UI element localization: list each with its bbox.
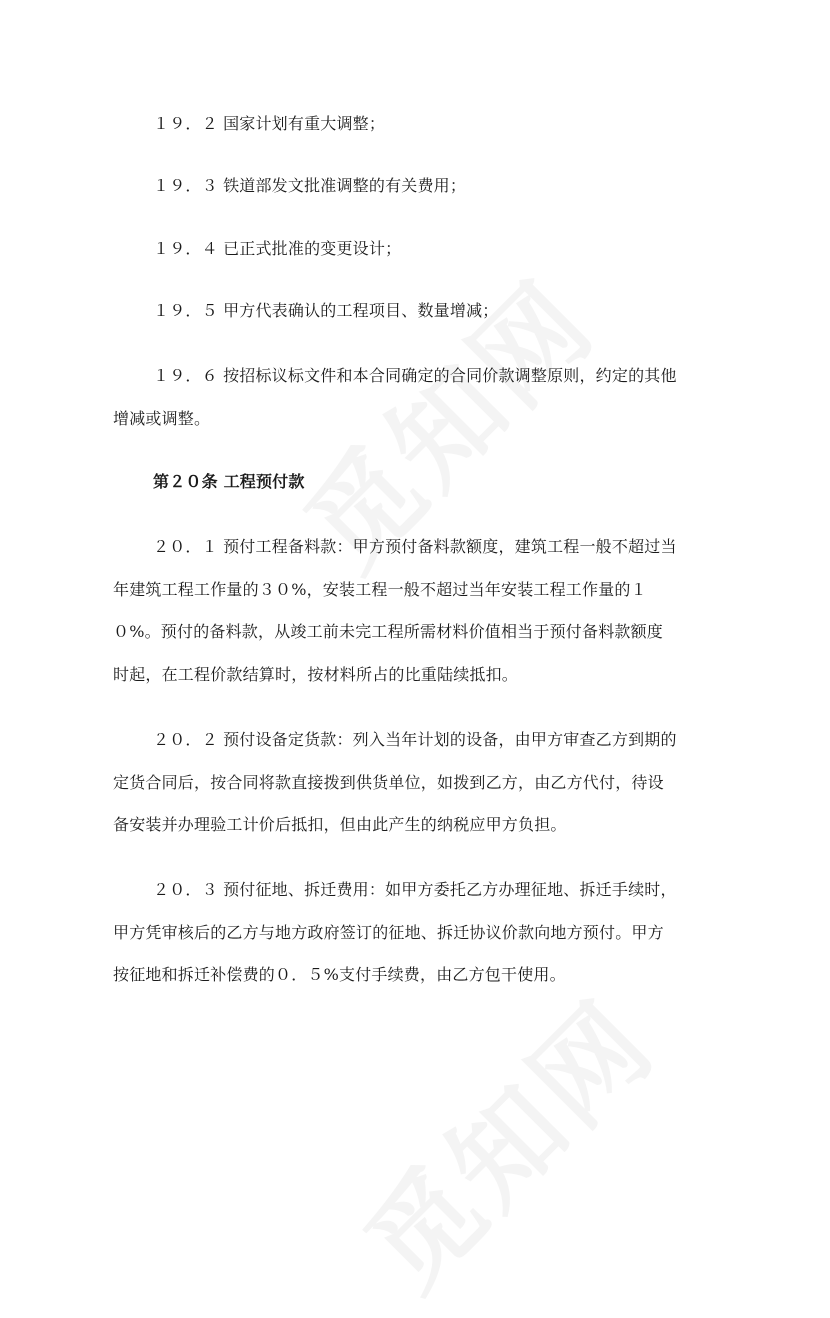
clause-19-6-line2: 增减或调整。: [113, 409, 211, 428]
clause-20-3-line3: 按征地和拆迁补偿费的０．５%支付手续费，由乙方包干使用。: [113, 965, 566, 984]
clause-20-3-line1: ２０．３ 预付征地、拆迁费用：如甲方委托乙方办理征地、拆迁手续时，: [153, 880, 677, 899]
clause-19-4: １９．４ 已正式批准的变更设计；: [153, 239, 402, 258]
clause-20-1-line1: ２０．１ 预付工程备料款：甲方预付备料款额度，建筑工程一般不超过当: [153, 537, 677, 556]
clause-19-5: １９．５ 甲方代表确认的工程项目、数量增减；: [153, 301, 499, 320]
clause-19-3: １９．３ 铁道部发文批准调整的有关费用；: [153, 176, 467, 195]
section-20-heading: 第２０条 工程预付款: [153, 472, 305, 491]
clause-20-2-line1: ２０．２ 预付设备定货款：列入当年计划的设备，由甲方审查乙方到期的: [153, 730, 677, 749]
clause-20-2-line3: 备安装并办理验工计价后抵扣，但由此产生的纳税应甲方负担。: [113, 815, 567, 834]
clause-20-1-line4: 时起，在工程价款结算时，按材料所占的比重陆续抵扣。: [113, 665, 519, 684]
clause-20-2-line2: 定货合同后，按合同将款直接拨到供货单位，如拨到乙方，由乙方代付，待设: [113, 773, 664, 792]
clause-20-1-line2: 年建筑工程工作量的３０%，安装工程一般不超过当年安装工程工作量的１: [113, 580, 647, 599]
clause-20-3-line2: 甲方凭审核后的乙方与地方政府签订的征地、拆迁协议价款向地方预付。甲方: [113, 923, 664, 942]
clause-20-1-line3: ０%。预付的备料款，从竣工前未完工程所需材料价值相当于预付备料款额度: [113, 622, 664, 641]
watermark-bottom: [325, 960, 683, 1318]
clause-19-6-line1: １９．６ 按招标议标文件和本合同确定的合同价款调整原则，约定的其他: [153, 366, 677, 385]
clause-19-2: １９．２ 国家计划有重大调整；: [153, 114, 386, 133]
